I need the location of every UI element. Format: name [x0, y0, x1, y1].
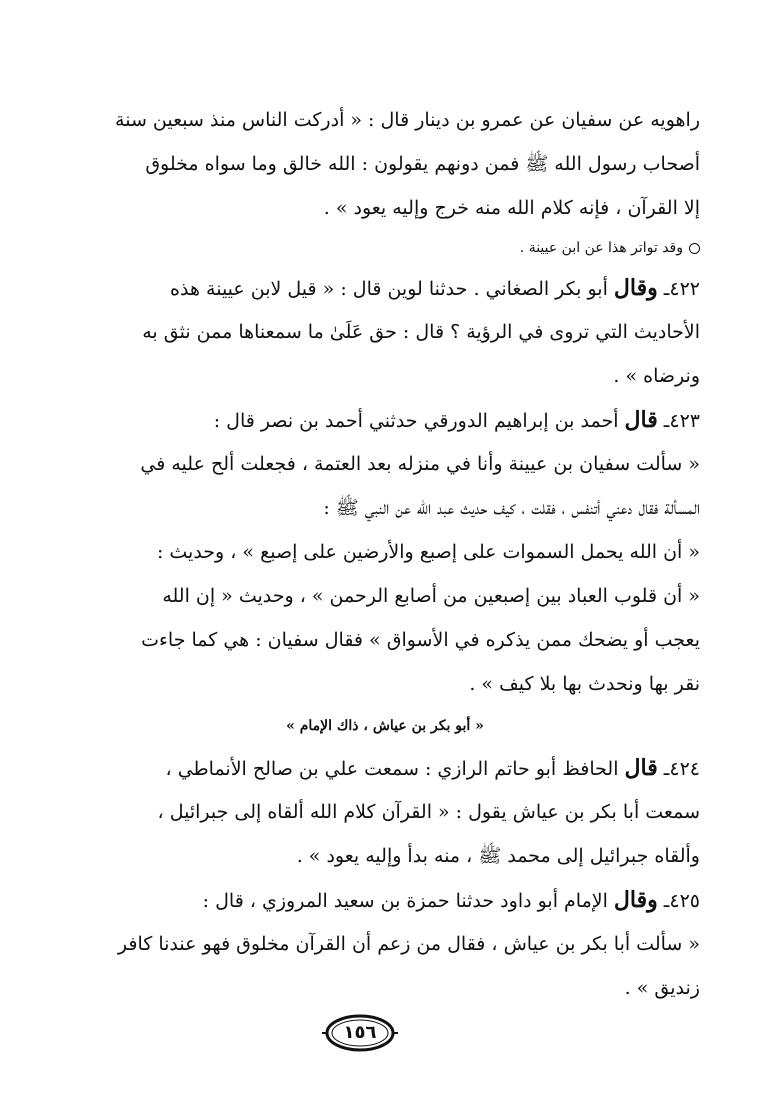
circle-bullet-icon	[689, 243, 700, 254]
text-line: « سألت أبا بكر بن عياش ، فقال من زعم أن القرآن مخلوق فهو عندنا كافر	[117, 933, 700, 955]
text-line: « أن الله يحمل السموات على إصبع والأرضين على إصبع » ، وحديث :	[156, 541, 700, 563]
text-line: سمعت أبا بكر بن عياش يقول : « القرآن كلام الله ألقاه إلى جبرائيل ،	[157, 801, 700, 823]
item-text: الإمام أبو داود حدثنا حمزة بن سعيد المروزي ، قال :	[202, 890, 608, 912]
item-422-line	[70, 266, 700, 310]
item-keyword: وقال	[613, 887, 658, 913]
note-text: وقد تواتر هذا عن ابن عيينة .	[519, 240, 683, 256]
item-number: ٤٢٢ـ	[663, 278, 700, 300]
page-number: ١٥٦	[343, 1022, 377, 1043]
item-423-line	[70, 398, 700, 442]
text-line: يعجب أو يضحك ممن يذكره في الأسواق » فقال سفيان : هي كما جاءت	[141, 629, 700, 651]
item-425-line	[70, 878, 700, 922]
text-line: وألقاه جبرائيل إلى محمد ﷺ ، منه بدأ وإليه يعود » .	[296, 845, 700, 867]
item-number: ٤٢٣ـ	[663, 410, 700, 432]
text-line: « أن قلوب العباد بين إصبعين من أصابع الرحمن » ، وحديث « إن الله	[162, 585, 700, 607]
item-424-line	[70, 746, 700, 790]
section-heading: « أبو بكر بن عياش ، ذاك الإمام »	[286, 718, 484, 734]
item-number: ٤٢٤ـ	[663, 758, 700, 780]
text-line: ونرضاه » .	[613, 365, 700, 387]
text-line: نقر بها ونحدث بها بلا كيف » .	[469, 673, 700, 695]
page-number-badge	[322, 1012, 398, 1054]
text-line: « سألت سفيان بن عيينة وأنا في منزله بعد العتمة ، فجعلت ألح عليه في	[140, 453, 700, 475]
item-number: ٤٢٥ـ	[663, 890, 700, 912]
text-line: المسألة فقال دعني أتنفس ، فقلت ، كيف حديث عبد الله عن النبي ﷺ :	[323, 497, 700, 519]
item-text: الحافظ أبو حاتم الرازي : سمعت علي بن صالح الأنماطي ،	[165, 758, 619, 780]
text-line: زنديق » .	[624, 977, 700, 999]
text-line: أصحاب رسول الله ﷺ فمن دونهم يقولون : الله خالق وما سواه مخلوق	[145, 153, 700, 175]
item-keyword: وقال	[613, 275, 658, 301]
item-keyword: قال	[624, 407, 658, 433]
body-text	[70, 98, 700, 1010]
text-line: إلا القرآن ، فإنه كلام الله منه خرج وإليه يعود » .	[323, 197, 700, 219]
item-text: أبو بكر الصغاني . حدثنا لوين قال : « قيل لابن عيينة هذه	[170, 278, 608, 300]
note-line	[70, 230, 700, 266]
text-line: راهويه عن سفيان عن عمرو بن دينار قال : « أدركت الناس منذ سبعين سنة	[115, 109, 700, 131]
item-keyword: قال	[624, 755, 658, 781]
item-text: أحمد بن إبراهيم الدورقي حدثني أحمد بن نصر قال :	[213, 410, 619, 432]
text-line: الأحاديث التي تروى في الرؤية ؟ قال : حق عَلَىٰ ما سمعناها ممن نثق به	[142, 321, 700, 343]
